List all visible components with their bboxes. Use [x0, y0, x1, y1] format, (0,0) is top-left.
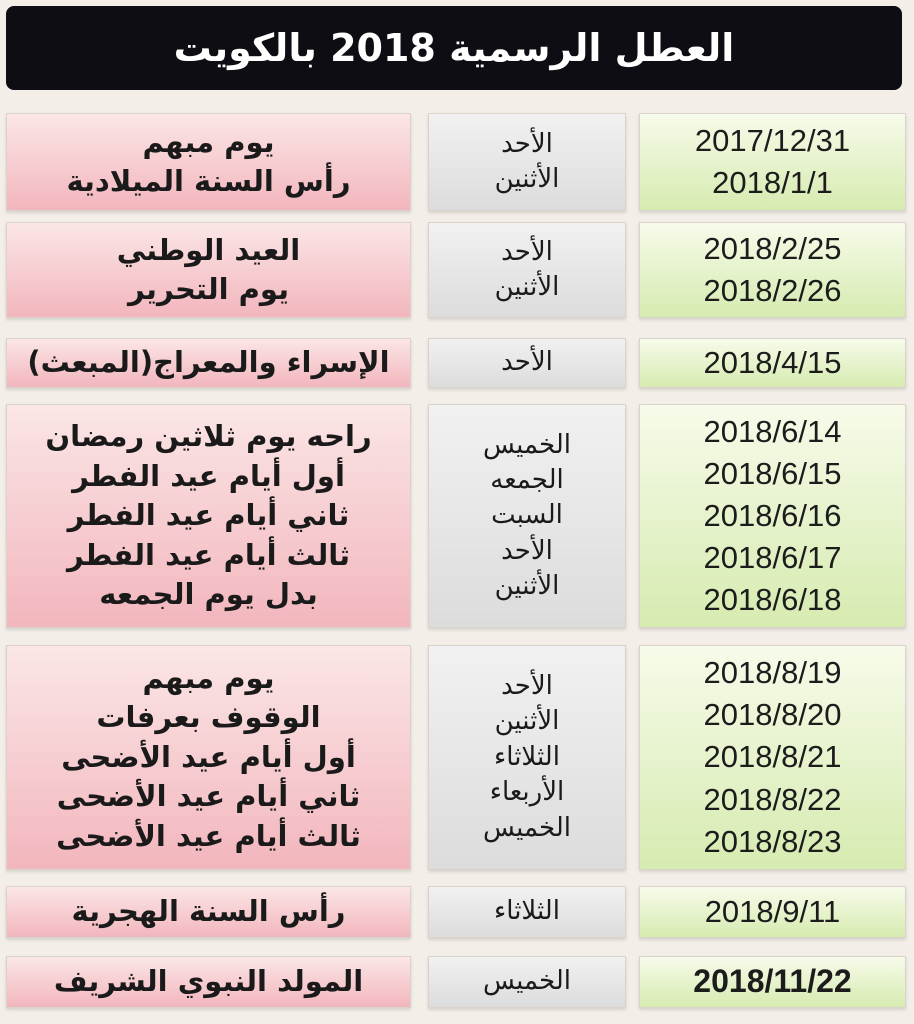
holiday-name-cell: ثاني أيام عيد الأضحى: [56, 779, 361, 814]
holiday-group-7: [6, 956, 906, 1008]
holiday-name-cell: رأس السنة الميلادية: [66, 164, 351, 198]
date-cell: 2018/8/19: [703, 655, 842, 691]
day-cell: الأحد: [501, 347, 553, 378]
date-cell: 2018/11/22: [693, 963, 852, 1000]
day-column: [428, 222, 626, 318]
day-column: [428, 645, 626, 870]
date-cell: 2018/4/15: [703, 344, 842, 380]
day-column: [428, 338, 626, 388]
holiday-name-cell: الإسراء والمعراج(المبعث): [27, 345, 390, 380]
holiday-name-column: [6, 645, 411, 870]
day-cell: الخميس: [483, 966, 571, 997]
date-cell: 2018/1/1: [712, 165, 833, 200]
date-column: [639, 404, 906, 628]
title-bar: [6, 6, 902, 90]
holiday-name-cell: يوم مبهم: [142, 660, 275, 695]
day-cell: الأثنين: [494, 164, 560, 194]
holiday-name-cell: أول أيام عيد الأضحى: [61, 739, 356, 774]
date-column: [639, 222, 906, 318]
date-cell: 2018/8/21: [703, 739, 842, 775]
holiday-group-6: [6, 886, 906, 938]
holiday-group-3: [6, 338, 906, 388]
holiday-name-cell: يوم التحرير: [128, 272, 289, 306]
holiday-name-column: [6, 404, 411, 628]
date-cell: 2018/2/26: [703, 273, 842, 308]
day-cell: الأثنين: [494, 571, 560, 602]
day-cell: الثلاثاء: [494, 896, 560, 927]
day-cell: الخميس: [483, 429, 571, 460]
date-cell: 2018/6/17: [703, 540, 842, 576]
day-cell: الثلاثاء: [494, 741, 560, 772]
date-cell: 2018/6/16: [703, 497, 842, 533]
day-column: [428, 956, 626, 1008]
day-cell: الأثنين: [494, 706, 560, 737]
holiday-name-cell: رأس السنة الهجرية: [71, 894, 346, 929]
holiday-group-5: [6, 645, 906, 870]
date-cell: 2018/6/15: [703, 455, 842, 491]
holiday-group-1: [6, 113, 906, 211]
date-cell: 2018/6/14: [703, 413, 842, 449]
date-column: [639, 886, 906, 938]
day-cell: الأربعاء: [489, 777, 565, 808]
holiday-group-2: [6, 222, 906, 318]
holiday-name-cell: أول أيام عيد الفطر: [72, 458, 345, 493]
day-cell: الجمعه: [490, 464, 564, 495]
date-cell: 2018/6/18: [703, 582, 842, 618]
day-cell: الأحد: [501, 128, 553, 159]
date-column: [639, 113, 906, 211]
day-cell: الأحد: [501, 671, 553, 702]
day-cell: الخميس: [483, 812, 571, 843]
day-column: [428, 113, 626, 211]
holiday-name-cell: ثاني أيام عيد الفطر: [67, 498, 350, 533]
holiday-name-column: [6, 338, 411, 388]
day-cell: الأحد: [501, 236, 553, 267]
holiday-name-cell: يوم مبهم: [142, 124, 275, 159]
date-cell: 2018/8/20: [703, 697, 842, 733]
holiday-name-column: [6, 113, 411, 211]
holiday-name-cell: ثالث أيام عيد الفطر: [66, 537, 351, 572]
holiday-name-column: [6, 222, 411, 318]
day-cell: السبت: [491, 500, 563, 531]
date-cell: 2017/12/31: [694, 122, 851, 158]
day-cell: الأثنين: [494, 272, 560, 302]
holiday-name-cell: الوقوف بعرفات: [96, 700, 321, 735]
date-column: [639, 338, 906, 388]
date-cell: 2018/9/11: [704, 893, 841, 929]
holiday-name-cell: المولد النبوي الشريف: [53, 964, 364, 999]
holiday-name-column: [6, 886, 411, 938]
day-cell: الأحد: [501, 535, 553, 566]
holiday-name-cell: بدل يوم الجمعه: [99, 577, 318, 612]
page-title: العطل الرسمية 2018 بالكويت: [173, 26, 735, 70]
holiday-name-cell: راحه يوم ثلاثين رمضان: [45, 419, 372, 454]
day-column: [428, 886, 626, 938]
date-column: [639, 956, 906, 1008]
holiday-group-4: [6, 404, 906, 628]
date-column: [639, 645, 906, 870]
holiday-name-cell: العيد الوطني: [116, 232, 301, 267]
date-cell: 2018/2/25: [703, 230, 842, 266]
holiday-name-column: [6, 956, 411, 1008]
holiday-name-cell: ثالث أيام عيد الأضحى: [56, 818, 361, 853]
date-cell: 2018/8/22: [703, 781, 842, 817]
day-column: [428, 404, 626, 628]
date-cell: 2018/8/23: [703, 823, 842, 859]
